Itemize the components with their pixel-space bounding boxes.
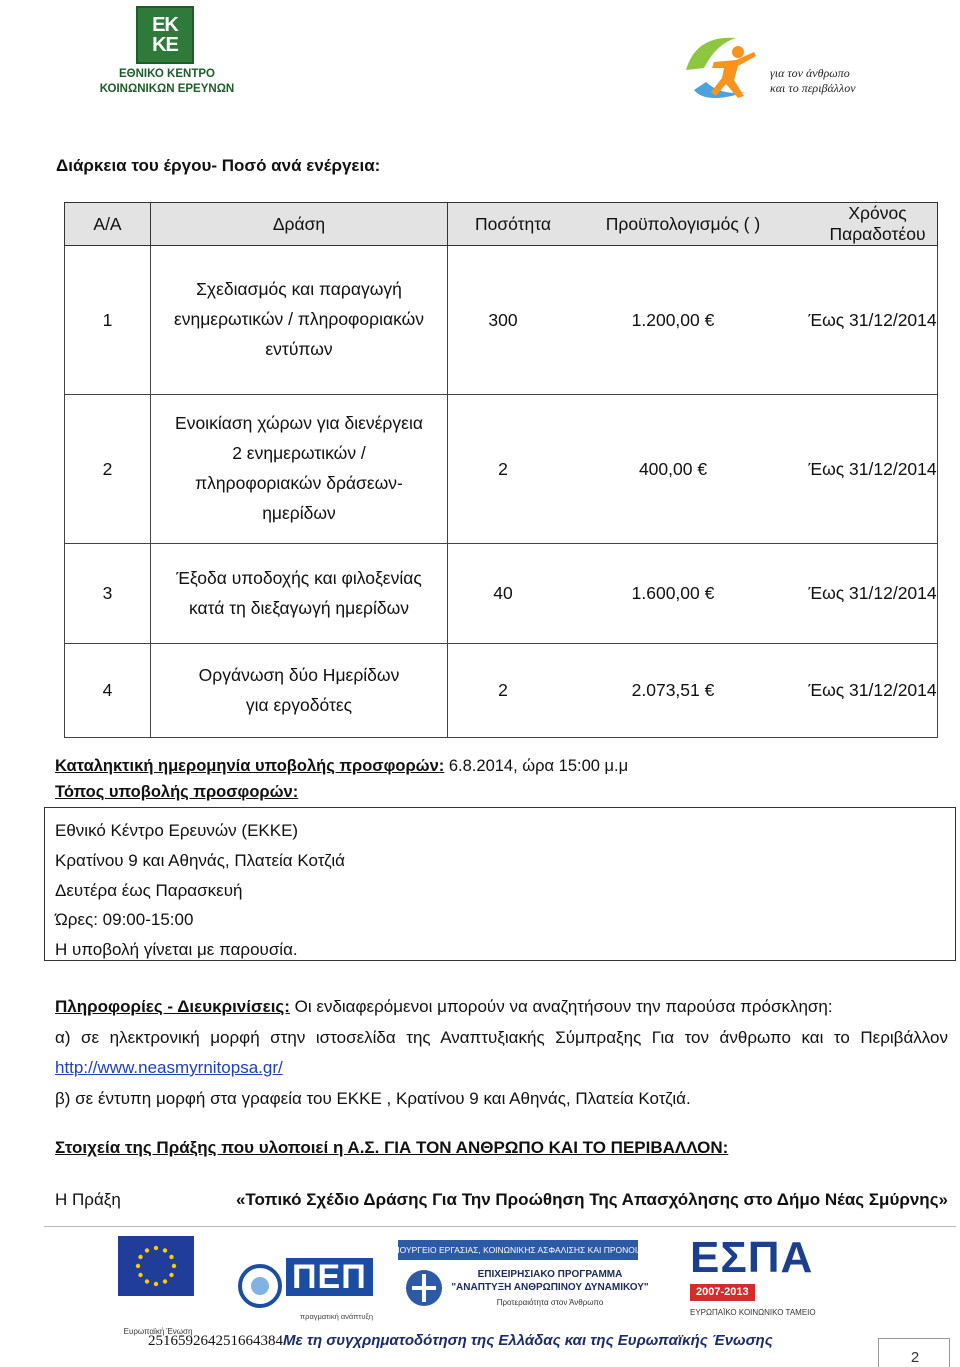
- espa-logo: [690, 1233, 840, 1326]
- info-intro-text: Οι ενδιαφερόμενοι μπορούν να αναζητήσουν την παρούσα πρόσκληση:: [289, 997, 833, 1016]
- address-box: [44, 807, 956, 961]
- espa-fund: ΕΥΡΩΠΑΪΚΟ ΚΟΙΝΩΝΙΚΟ ΤΑΜΕΙΟ: [690, 1308, 816, 1317]
- info-label: Πληροφορίες - Διευκρινίσεις:: [55, 997, 290, 1016]
- table-row: [65, 395, 938, 544]
- header-action: Δράση: [151, 203, 448, 246]
- deadline-value: 6.8.2014, ώρα 15:00 μ.μ: [444, 757, 629, 775]
- row-qty: 2: [498, 458, 508, 479]
- row-qty: 300: [488, 309, 518, 330]
- row-action-text: Σχεδιασμός και παραγωγή ενημερωτικών / πληροφοριακών εντύπων: [173, 279, 425, 359]
- row-action: [151, 644, 448, 738]
- pep-sub: πραγματική ανάπτυξη: [300, 1312, 374, 1321]
- ekke-logo-mark: [136, 6, 194, 64]
- euro-icon: €: [697, 458, 708, 479]
- info-b: β) σε έντυπη μορφή στα γραφεία του ΕΚΚΕ , Κρατίνου 9 και Αθηνάς, Πλατεία Κοτζιά.: [55, 1088, 691, 1108]
- eu-label: Ευρωπαϊκή Ένωση: [123, 1327, 193, 1336]
- row-budget: [558, 583, 788, 604]
- page-number-box: [878, 1338, 950, 1367]
- row-number: 4: [65, 644, 151, 738]
- row-action: [151, 395, 448, 544]
- euro-icon: €: [704, 583, 715, 603]
- info-a: [55, 1023, 948, 1084]
- row-number: 3: [65, 544, 151, 644]
- row-values: [448, 544, 938, 644]
- praxi-line: [55, 1190, 948, 1210]
- address-line: Κρατίνου 9 και Αθηνάς, Πλατεία Κοτζιά: [55, 850, 345, 870]
- row-action: [151, 544, 448, 644]
- table-row: [65, 644, 938, 738]
- row-delivery: Έως 31/12/2014: [808, 680, 937, 700]
- footer-cofunding-text: Με τη συγχρηματοδότηση της Ελλάδας και της Ευρωπαϊκής Ένωσης: [283, 1332, 773, 1349]
- address-line: Εθνικό Κέντρο Ερευνών (ΕΚΚΕ): [55, 821, 299, 840]
- praxi-prefix: Η Πράξη: [55, 1190, 121, 1209]
- info-section: [55, 992, 948, 1114]
- op-sub: Προτεραιότητα στον Άνθρωπο: [496, 1298, 604, 1307]
- footer-cofunding: [148, 1332, 773, 1350]
- espa-years: 2007-2013: [690, 1284, 755, 1301]
- address-line: Δευτέρα έως Παρασκευή: [55, 880, 243, 900]
- row-qty: 40: [493, 583, 513, 603]
- ekke-name-line2: ΚΟΙΝΩΝΙΚΩΝ ΕΡΕΥΝΩΝ: [99, 83, 235, 95]
- row-budget: [558, 310, 788, 331]
- euro-icon: €: [704, 309, 715, 330]
- eu-flag-icon: [118, 1236, 194, 1326]
- op-title: ΕΠΙΧΕΙΡΗΣΙΑΚΟ ΠΡΟΓΡΑΜΜΑ "ΑΝΑΠΤΥΞΗ ΑΝΘΡΩΠΙΝΟΥ ΔΥΝΑΜΙΚΟΥ": [451, 1269, 649, 1293]
- greek-emblem-icon: [402, 1266, 446, 1310]
- row-budget-value: 2.073,51: [631, 680, 705, 700]
- euro-icon: €: [704, 680, 715, 700]
- row-delivery: Έως 31/12/2014: [808, 309, 937, 330]
- row-values: [448, 246, 938, 395]
- partner-slogan-line1: για τον άνθρωπο: [770, 66, 850, 80]
- place-label: Τόπος υποβολής προσφορών:: [55, 783, 299, 801]
- deadline-label: Καταληκτική ημερομηνία υποβολής προσφορών:: [55, 757, 445, 775]
- row-delivery: Έως 31/12/2014: [808, 458, 937, 479]
- footer-code: 251659264251664384: [148, 1333, 283, 1349]
- person-figure-icon: [676, 30, 771, 105]
- info-intro: [55, 992, 948, 1023]
- table-header-row: [65, 203, 938, 246]
- row-budget-value: 1.200,00: [631, 309, 705, 330]
- actions-table: [64, 202, 938, 738]
- table-row: [65, 246, 938, 395]
- footer-divider: [44, 1226, 956, 1227]
- website-link[interactable]: http://www.neasmyrnitopsa.gr/: [55, 1058, 283, 1077]
- partner-logo: [676, 30, 891, 105]
- header-values: [448, 203, 938, 246]
- row-budget-value: 1.600,00: [631, 583, 705, 603]
- partner-slogan: [770, 66, 856, 96]
- header-qty: Ποσότητα: [474, 213, 552, 234]
- pep-emblem-icon: [236, 1262, 284, 1310]
- row-budget: [558, 680, 788, 701]
- duration-heading: Διάρκεια του έργου- Ποσό ανά ενέργεια:: [56, 156, 381, 175]
- ekke-name-line1: ΕΘΝΙΚΟ ΚΕΝΤΡΟ: [119, 68, 215, 80]
- table-row: [65, 544, 938, 644]
- row-delivery: Έως 31/12/2014: [808, 583, 937, 603]
- ekke-logo-letters-bottom: ΚΕ: [152, 34, 178, 56]
- row-budget: [558, 459, 788, 480]
- page-number: 2: [910, 1349, 920, 1366]
- espa-title: ΕΣΠΑ: [690, 1233, 814, 1282]
- pep-letters: ΠΕΠ: [286, 1258, 373, 1296]
- deadline: [55, 757, 628, 776]
- row-number: 2: [65, 395, 151, 544]
- ekke-logo: [92, 6, 242, 94]
- ministry-bar: ΥΠΟΥΡΓΕΙΟ ΕΡΓΑΣΙΑΣ, ΚΟΙΝΩΝΙΚΗΣ ΑΣΦΑΛΙΣΗΣ ΚΑΙ ΠΡΟΝΟΙΑΣ: [398, 1240, 638, 1260]
- header-budget: Προϋπολογισμός ( ): [605, 213, 761, 234]
- ekke-logo-letters-top: ΕΚ: [152, 14, 178, 36]
- row-qty: 2: [498, 680, 508, 700]
- row-budget-value: 400,00: [638, 458, 698, 479]
- row-action: [151, 246, 448, 395]
- row-number: 1: [65, 246, 151, 395]
- header-aa: Α/Α: [65, 203, 151, 246]
- row-values: [448, 395, 938, 544]
- row-values: [448, 644, 938, 738]
- info-a-text: α) σε ηλεκτρονική μορφή στην ιστοσελίδα της Αναπτυξιακής Σύμπραξης Για τον άνθρωπο και το Περιβάλλον: [55, 1027, 948, 1047]
- header-delivery: Χρόνος Παραδοτέου: [829, 203, 926, 244]
- row-action-text: Έξοδα υποδοχής και φιλοξενίας κατά τη διεξαγωγή ημερίδων: [176, 567, 422, 618]
- praxi-title: «Τοπικό Σχέδιο Δράσης Για Την Προώθηση Της Απασχόλησης στο Δήμο Νέας Σμύρνης»: [235, 1190, 948, 1209]
- row-action-text: Οργάνωση δύο Ημερίδων για εργοδότες: [198, 664, 400, 715]
- row-action-text: Ενοικίαση χώρων για διενέργεια 2 ενημερωτικών / πληροφοριακών δράσεων-ημερίδων: [175, 413, 423, 523]
- address-line: Ώρες: 09:00-15:00: [55, 910, 194, 930]
- address-line: Η υποβολή γίνεται με παρουσία.: [55, 940, 298, 960]
- praxi-details-heading: Στοιχεία της Πράξης που υλοποιεί η Α.Σ. ΓΙΑ ΤΟΝ ΑΝΘΡΩΠΟ ΚΑΙ ΤΟ ΠΕΡΙΒΑΛΛΟΝ:: [55, 1138, 729, 1157]
- partner-slogan-line2: και το περιβάλλον: [770, 81, 856, 95]
